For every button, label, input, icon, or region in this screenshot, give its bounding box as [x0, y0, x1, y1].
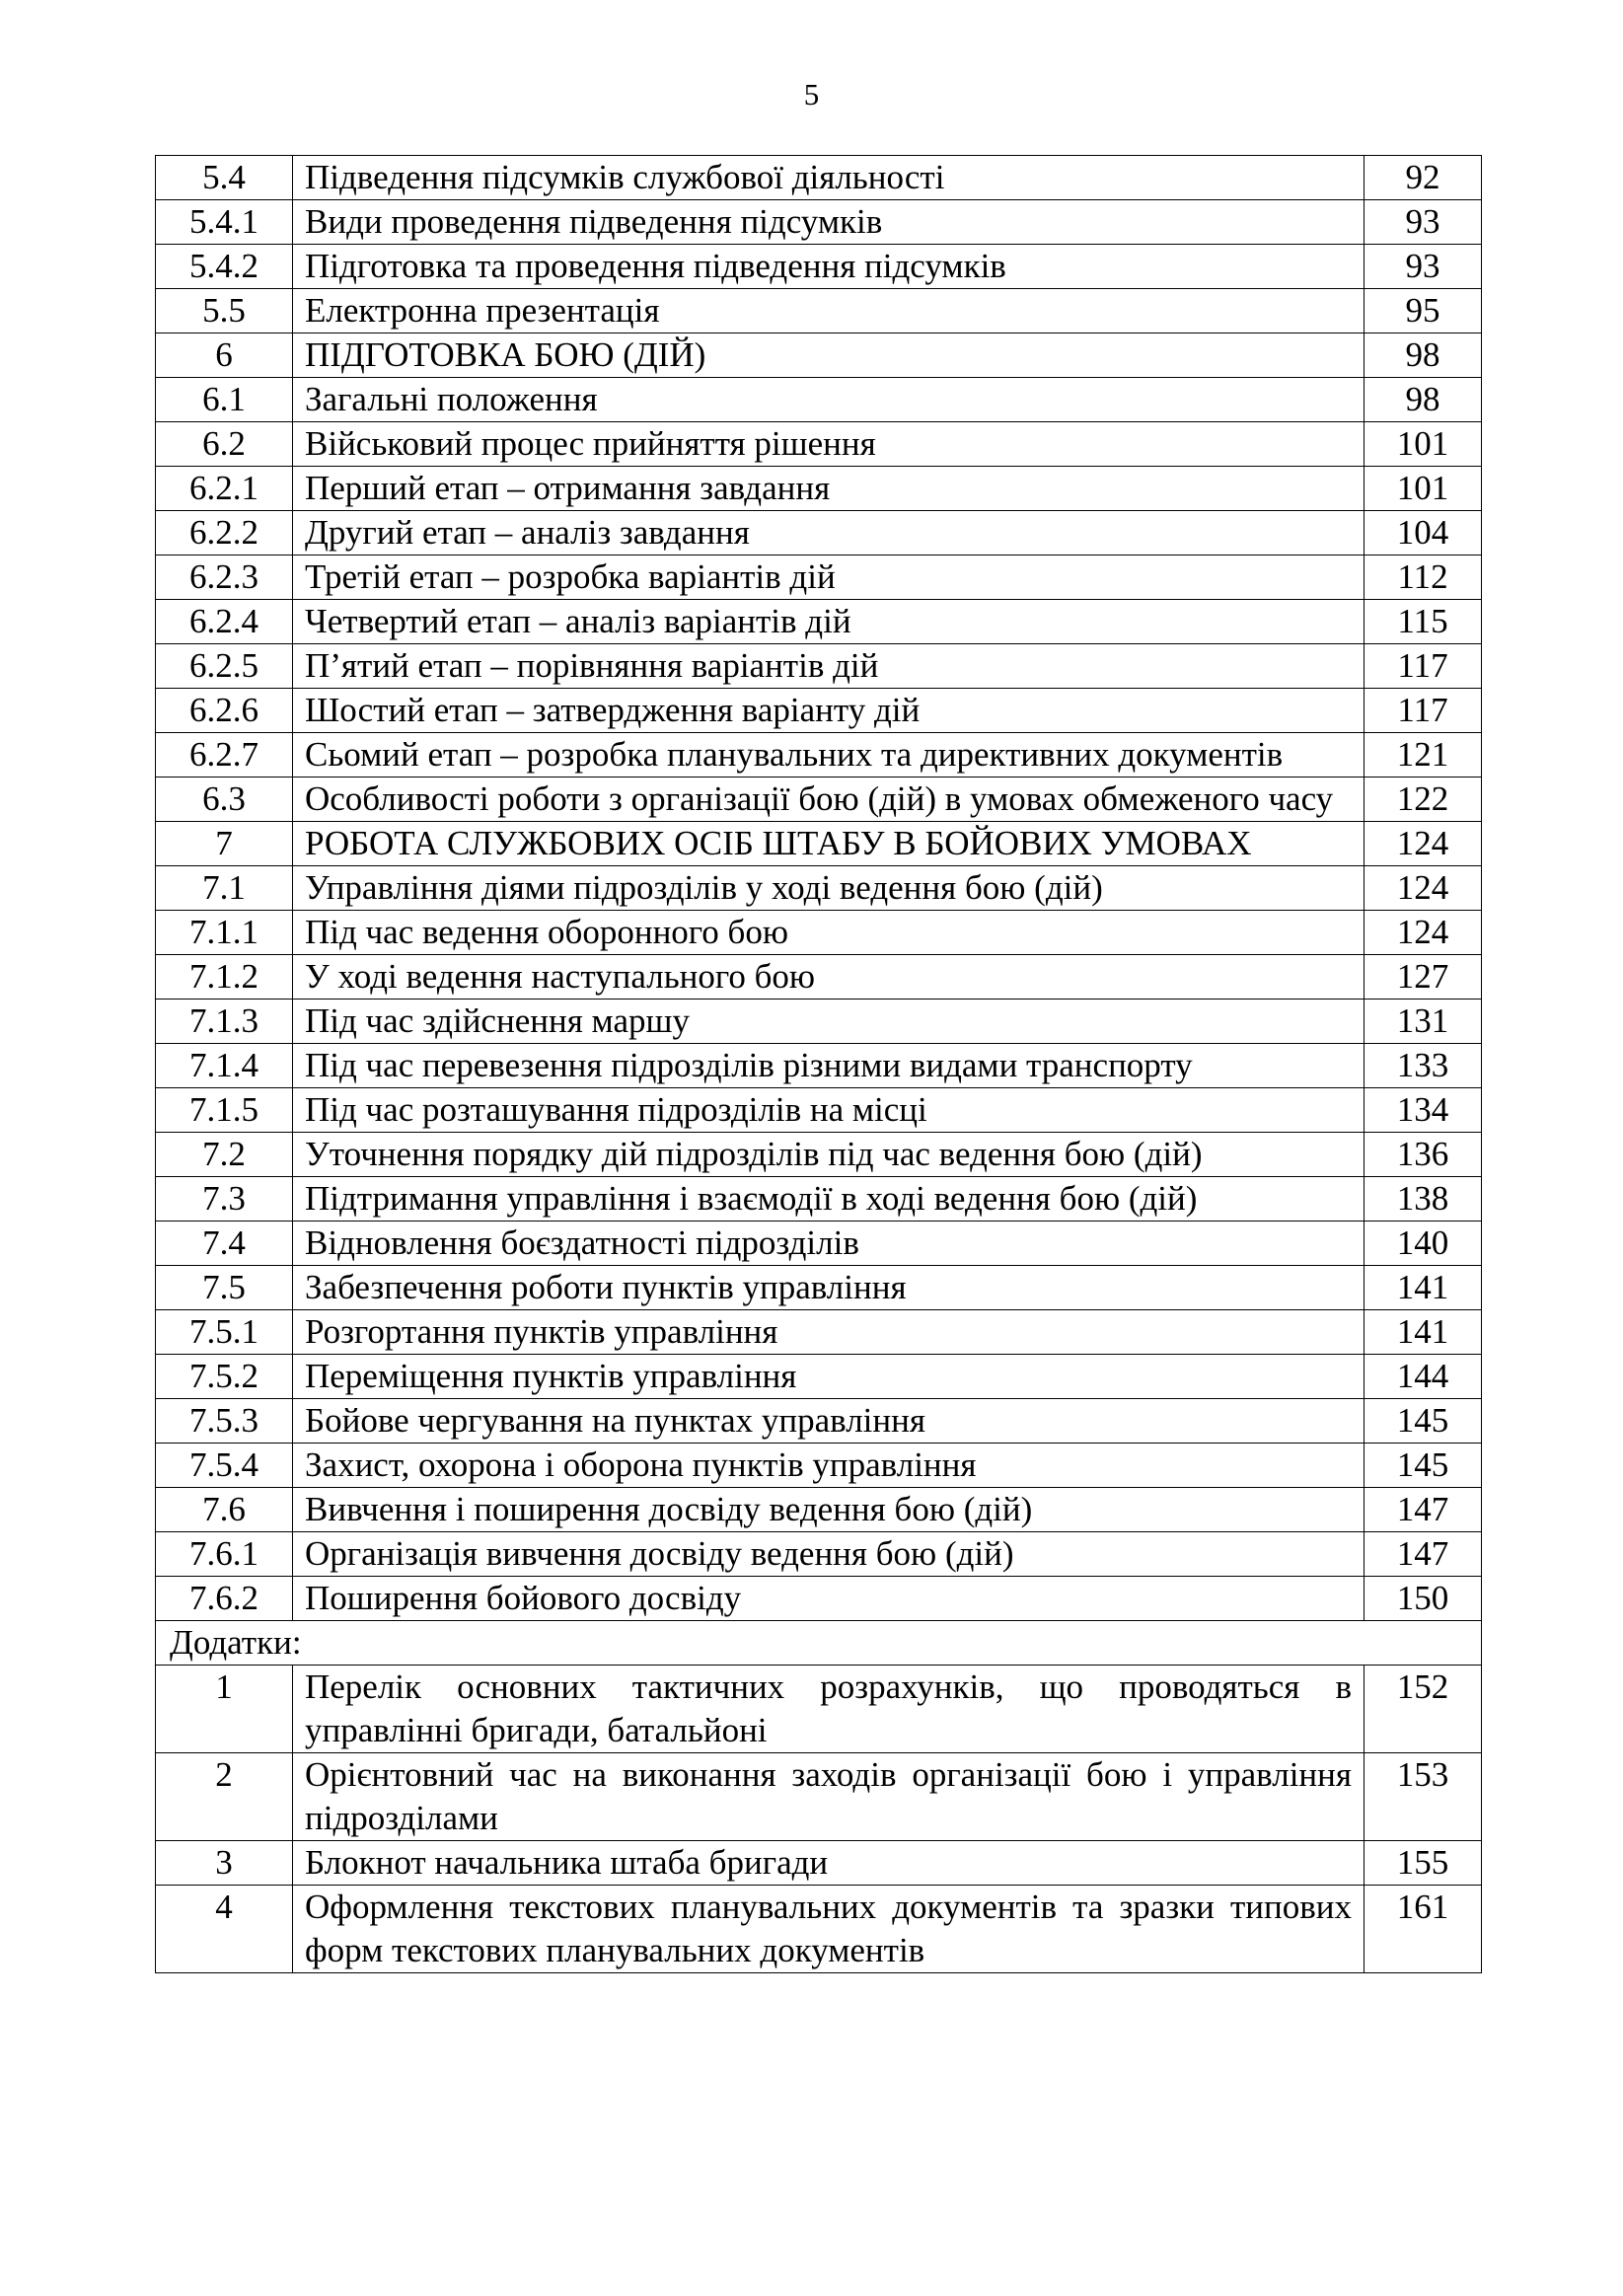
- section-number: 4: [156, 1886, 293, 1973]
- section-number: 7.1.2: [156, 955, 293, 1000]
- toc-row: [156, 555, 1482, 600]
- page-ref: 124: [1365, 822, 1482, 866]
- section-number: 6.2.3: [156, 555, 293, 600]
- page-ref: 101: [1365, 422, 1482, 467]
- section-title: Блокнот начальника штаба бригади: [293, 1841, 1365, 1886]
- page-ref: 104: [1365, 511, 1482, 555]
- toc-row: [156, 245, 1482, 289]
- section-title: Третій етап – розробка варіантів дій: [293, 555, 1365, 600]
- section-number: 7.3: [156, 1177, 293, 1222]
- toc-row: [156, 733, 1482, 778]
- page-ref: 150: [1365, 1577, 1482, 1621]
- section-title: П’ятий етап – порівняння варіантів дій: [293, 644, 1365, 689]
- section-title: Перший етап – отримання завдання: [293, 467, 1365, 511]
- section-title: Другий етап – аналіз завдання: [293, 511, 1365, 555]
- section-number: 7.5: [156, 1266, 293, 1310]
- section-number: 7.5.1: [156, 1310, 293, 1355]
- section-title: Під час здійснення маршу: [293, 1000, 1365, 1044]
- page-ref: 138: [1365, 1177, 1482, 1222]
- section-title: Електронна презентація: [293, 289, 1365, 333]
- toc-row: [156, 644, 1482, 689]
- toc-row: [156, 955, 1482, 1000]
- toc-row: [156, 289, 1482, 333]
- section-title: Особливості роботи з організації бою (дій) в умовах обмеженого часу: [293, 778, 1365, 822]
- section-number: 6.1: [156, 378, 293, 422]
- page-ref: 112: [1365, 555, 1482, 600]
- toc-row: [156, 911, 1482, 955]
- section-title: РОБОТА СЛУЖБОВИХ ОСІБ ШТАБУ В БОЙОВИХ УМОВАХ: [293, 822, 1365, 866]
- section-number: 5.5: [156, 289, 293, 333]
- page-ref: 101: [1365, 467, 1482, 511]
- toc-row: [156, 1577, 1482, 1621]
- toc-row: [156, 1000, 1482, 1044]
- page-ref: 134: [1365, 1088, 1482, 1133]
- section-number: 2: [156, 1753, 293, 1841]
- appendix-row: [156, 1666, 1482, 1753]
- page-ref: 141: [1365, 1310, 1482, 1355]
- section-title: Види проведення підведення підсумків: [293, 200, 1365, 245]
- section-title: Військовий процес прийняття рішення: [293, 422, 1365, 467]
- page-ref: 98: [1365, 333, 1482, 378]
- section-number: 5.4: [156, 156, 293, 200]
- toc-row: [156, 1088, 1482, 1133]
- toc-row: [156, 689, 1482, 733]
- page-ref: 133: [1365, 1044, 1482, 1088]
- section-title: Перелік основних тактичних розрахунків, що проводяться в управлінні бригади, батальйоні: [293, 1666, 1365, 1753]
- page-ref: 117: [1365, 644, 1482, 689]
- page-ref: 124: [1365, 911, 1482, 955]
- toc-row: [156, 1355, 1482, 1399]
- section-number: 7.5.2: [156, 1355, 293, 1399]
- page-ref: 121: [1365, 733, 1482, 778]
- toc-row: [156, 1266, 1482, 1310]
- section-number: 7: [156, 822, 293, 866]
- toc-body: [156, 156, 1482, 1973]
- toc-row: [156, 511, 1482, 555]
- appendix-row: [156, 1841, 1482, 1886]
- section-number: 6.2.2: [156, 511, 293, 555]
- section-title: Організація вивчення досвіду ведення бою (дій): [293, 1532, 1365, 1577]
- section-number: 6.2.7: [156, 733, 293, 778]
- section-title: Переміщення пунктів управління: [293, 1355, 1365, 1399]
- page-ref: 127: [1365, 955, 1482, 1000]
- table-of-contents: [155, 155, 1482, 1973]
- section-title: Відновлення боєздатності підрозділів: [293, 1222, 1365, 1266]
- toc-row: [156, 1399, 1482, 1444]
- page-ref: 161: [1365, 1886, 1482, 1973]
- appendix-row: [156, 1886, 1482, 1973]
- page-ref: 136: [1365, 1133, 1482, 1177]
- section-title: Під час перевезення підрозділів різними видами транспорту: [293, 1044, 1365, 1088]
- toc-row: [156, 600, 1482, 644]
- section-title: ПІДГОТОВКА БОЮ (ДІЙ): [293, 333, 1365, 378]
- toc-row: [156, 156, 1482, 200]
- section-title: Сьомий етап – розробка планувальних та директивних документів: [293, 733, 1365, 778]
- page-ref: 92: [1365, 156, 1482, 200]
- page-number: 5: [803, 77, 820, 111]
- page-ref: 141: [1365, 1266, 1482, 1310]
- section-number: 6.2.5: [156, 644, 293, 689]
- section-number: 7.1.4: [156, 1044, 293, 1088]
- section-title: Четвертий етап – аналіз варіантів дій: [293, 600, 1365, 644]
- section-number: 6.2.6: [156, 689, 293, 733]
- page-ref: 93: [1365, 245, 1482, 289]
- section-title: Забезпечення роботи пунктів управління: [293, 1266, 1365, 1310]
- section-number: 6.2.4: [156, 600, 293, 644]
- section-title: Орієнтовний час на виконання заходів організації бою і управління підрозділами: [293, 1753, 1365, 1841]
- section-number: 3: [156, 1841, 293, 1886]
- page-ref: 95: [1365, 289, 1482, 333]
- page-ref: 140: [1365, 1222, 1482, 1266]
- toc-row: [156, 866, 1482, 911]
- section-title: Поширення бойового досвіду: [293, 1577, 1365, 1621]
- section-number: 7.6.2: [156, 1577, 293, 1621]
- section-number: 5.4.1: [156, 200, 293, 245]
- page-ref: 145: [1365, 1399, 1482, 1444]
- section-title: Бойове чергування на пунктах управління: [293, 1399, 1365, 1444]
- toc-row: [156, 1133, 1482, 1177]
- toc-row: [156, 778, 1482, 822]
- section-number: 6: [156, 333, 293, 378]
- page-ref: 155: [1365, 1841, 1482, 1886]
- toc-row: [156, 1044, 1482, 1088]
- section-title: Підтримання управління і взаємодії в ході ведення бою (дій): [293, 1177, 1365, 1222]
- page-ref: 153: [1365, 1753, 1482, 1841]
- section-title: Шостий етап – затвердження варіанту дій: [293, 689, 1365, 733]
- toc-row: [156, 1488, 1482, 1532]
- section-title: Розгортання пунктів управління: [293, 1310, 1365, 1355]
- appendix-header-row: [156, 1621, 1482, 1666]
- section-title: Загальні положення: [293, 378, 1365, 422]
- page-ref: 145: [1365, 1444, 1482, 1488]
- toc-row: [156, 1310, 1482, 1355]
- page-ref: 144: [1365, 1355, 1482, 1399]
- section-title: Підведення підсумків службової діяльності: [293, 156, 1365, 200]
- section-title: Управління діями підрозділів у ході ведення бою (дій): [293, 866, 1365, 911]
- page-ref: 147: [1365, 1532, 1482, 1577]
- toc-row: [156, 467, 1482, 511]
- section-title: Під час розташування підрозділів на місці: [293, 1088, 1365, 1133]
- appendix-label: Додатки:: [156, 1621, 1482, 1666]
- section-title: Вивчення і поширення досвіду ведення бою (дій): [293, 1488, 1365, 1532]
- section-number: 7.6: [156, 1488, 293, 1532]
- section-title: Захист, охорона і оборона пунктів управління: [293, 1444, 1365, 1488]
- section-number: 7.1.1: [156, 911, 293, 955]
- section-number: 7.4: [156, 1222, 293, 1266]
- section-number: 6.2: [156, 422, 293, 467]
- toc-row: [156, 1532, 1482, 1577]
- section-title: Підготовка та проведення підведення підсумків: [293, 245, 1365, 289]
- page-ref: 117: [1365, 689, 1482, 733]
- page-ref: 131: [1365, 1000, 1482, 1044]
- section-number: 7.1: [156, 866, 293, 911]
- section-number: 7.5.3: [156, 1399, 293, 1444]
- section-number: 1: [156, 1666, 293, 1753]
- section-number: 6.2.1: [156, 467, 293, 511]
- page-ref: 124: [1365, 866, 1482, 911]
- toc-row: [156, 822, 1482, 866]
- toc-row: [156, 1177, 1482, 1222]
- section-number: 6.3: [156, 778, 293, 822]
- toc-row: [156, 422, 1482, 467]
- section-number: 7.5.4: [156, 1444, 293, 1488]
- section-title: Під час ведення оборонного бою: [293, 911, 1365, 955]
- toc-row: [156, 1222, 1482, 1266]
- page-ref: 98: [1365, 378, 1482, 422]
- section-number: 7.6.1: [156, 1532, 293, 1577]
- section-title: Уточнення порядку дій підрозділів під час ведення бою (дій): [293, 1133, 1365, 1177]
- section-title: Оформлення текстових планувальних документів та зразки типових форм текстових планувальних документів: [293, 1886, 1365, 1973]
- section-number: 7.1.3: [156, 1000, 293, 1044]
- page-ref: 147: [1365, 1488, 1482, 1532]
- toc-row: [156, 378, 1482, 422]
- appendix-row: [156, 1753, 1482, 1841]
- page-ref: 93: [1365, 200, 1482, 245]
- section-number: 7.2: [156, 1133, 293, 1177]
- toc-row: [156, 200, 1482, 245]
- toc-row: [156, 1444, 1482, 1488]
- page-ref: 115: [1365, 600, 1482, 644]
- section-number: 5.4.2: [156, 245, 293, 289]
- section-title: У ході ведення наступального бою: [293, 955, 1365, 1000]
- section-number: 7.1.5: [156, 1088, 293, 1133]
- page-ref: 152: [1365, 1666, 1482, 1753]
- toc-row: [156, 333, 1482, 378]
- page-ref: 122: [1365, 778, 1482, 822]
